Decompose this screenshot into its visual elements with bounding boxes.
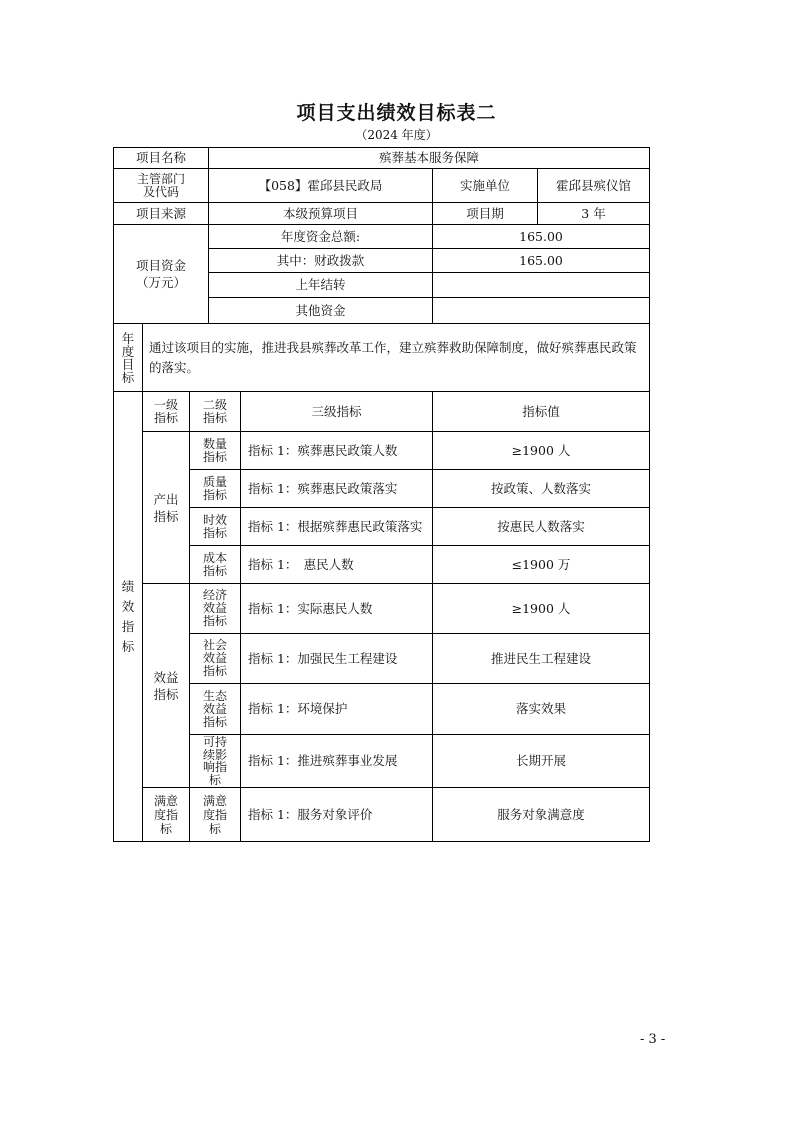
header-level3: 三级指标 [240, 391, 433, 432]
funds-other-value [432, 297, 650, 324]
header-level1: 一级 指标 [142, 391, 190, 432]
table-row-value: 按政策、人数落实 [432, 469, 650, 508]
table-row-value: 按惠民人数落实 [432, 507, 650, 546]
table-row-l3: 指标 1： 惠民人数 [240, 545, 433, 584]
project-name-value: 殡葬基本服务保障 [208, 147, 650, 169]
document-year: （2024 年度） [355, 128, 438, 142]
dept-label: 主管部门 及代码 [113, 168, 209, 203]
table-row-l3: 指标 1：环境保护 [240, 683, 433, 735]
table-row-l2: 经济 效益 指标 [189, 583, 241, 634]
table-row-l2: 成本 指标 [189, 545, 241, 584]
source-label: 项目来源 [113, 202, 209, 225]
header-level2: 二级 指标 [189, 391, 241, 432]
table-row-value: 长期开展 [432, 734, 650, 788]
benefit-indicators-label: 效益 指标 [142, 583, 190, 788]
table-row-value: ≤1900 万 [432, 545, 650, 584]
table-row-l3: 指标 1：殡葬惠民政策落实 [240, 469, 433, 508]
funds-total-label: 年度资金总额: [208, 224, 433, 249]
objective-label: 年 度 目 标 [113, 323, 143, 392]
satisfaction-indicators-label: 满意 度指 标 [142, 787, 190, 842]
table-row-l3: 指标 1：加强民生工程建设 [240, 633, 433, 684]
funds-total-value: 165.00 [432, 224, 650, 249]
table-row-l3: 指标 1：殡葬惠民政策人数 [240, 431, 433, 470]
table-row-l2: 质量 指标 [189, 469, 241, 508]
header-value: 指标值 [432, 391, 650, 432]
document-title: 项目支出绩效目标表二 [296, 102, 497, 124]
page-number: - 3 - [640, 1032, 666, 1047]
table-row-l3: 指标 1：推进殡葬事业发展 [240, 734, 433, 788]
table-row-l2: 数量 指标 [189, 431, 241, 470]
table-row-l2: 生态 效益 指标 [189, 683, 241, 735]
table-row-l3: 指标 1：根据殡葬惠民政策落实 [240, 507, 433, 546]
period-value: 3 年 [537, 202, 650, 225]
funds-other-label: 其他资金 [208, 297, 433, 324]
source-value: 本级预算项目 [208, 202, 433, 225]
table-row-l3: 指标 1：实际惠民人数 [240, 583, 433, 634]
objective-text: 通过该项目的实施，推进我县殡葬改革工作，建立殡葬救助保障制度，做好殡葬惠民政策的落实。 [142, 323, 650, 392]
output-indicators-label: 产出 指标 [142, 431, 190, 584]
dept-value: 【058】霍邱县民政局 [208, 168, 433, 203]
table-row-value: ≥1900 人 [432, 431, 650, 470]
funds-label: 项目资金 （万元） [113, 224, 209, 324]
project-name-label: 项目名称 [113, 147, 209, 169]
impl-label: 实施单位 [432, 168, 538, 203]
table-row-value: ≥1900 人 [432, 583, 650, 634]
funds-carry-label: 上年结转 [208, 272, 433, 298]
table-row-value: 推进民生工程建设 [432, 633, 650, 684]
impl-value: 霍邱县殡仪馆 [537, 168, 650, 203]
table-row-l2: 可持 续影 响指 标 [189, 734, 241, 788]
table-row-l2: 社会 效益 指标 [189, 633, 241, 684]
funds-fiscal-value: 165.00 [432, 248, 650, 273]
funds-carry-value [432, 272, 650, 298]
table-row-l3: 指标 1：服务对象评价 [240, 787, 433, 842]
table-row-value: 服务对象满意度 [432, 787, 650, 842]
table-row-l2: 时效 指标 [189, 507, 241, 546]
period-label: 项目期 [432, 202, 538, 225]
funds-fiscal-label: 其中：财政拨款 [208, 248, 433, 273]
table-row-l2: 满意 度指 标 [189, 787, 241, 842]
table-row-value: 落实效果 [432, 683, 650, 735]
metrics-section-label: 绩 效 指 标 [113, 391, 143, 842]
